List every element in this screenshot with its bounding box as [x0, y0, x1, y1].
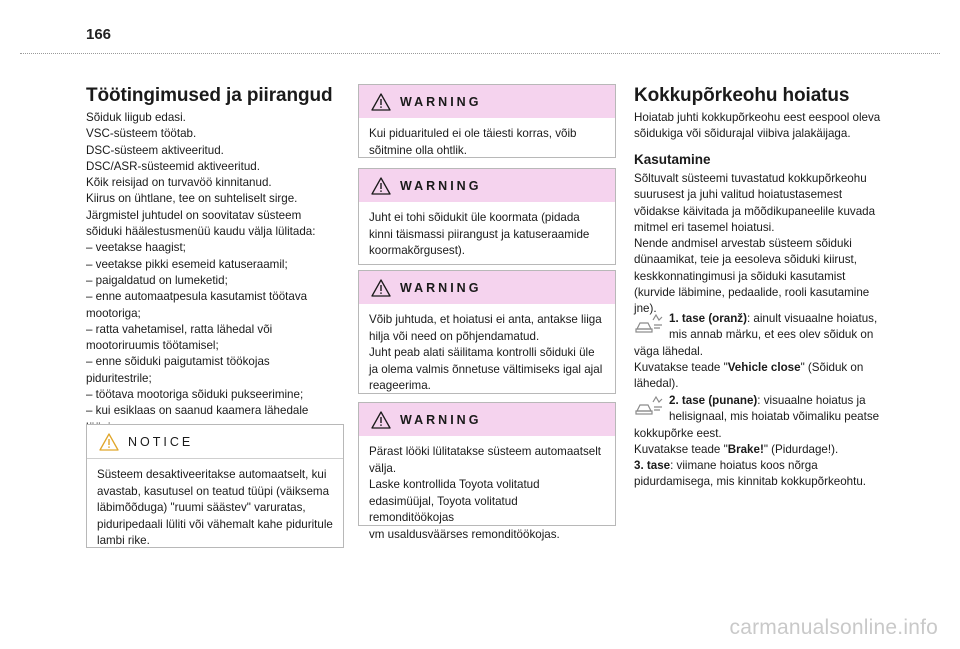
level2-msg-suffix: " (Pidurdage!). [763, 442, 839, 456]
warning-text: Juht ei tohi sõidukit üle koormata (pidada kinni täismassi piirangust ja katuseraamide koormakõrgusest). [369, 211, 590, 257]
warning-text: Võib juhtuda, et hoiatusi ei anta, antakse liiga hilja või need on põhjendamatud. Juht peab alati säilitama kontrolli sõiduki üle ja olema valmis õnnetuse vältimiseks igal ajal reageerima. [369, 313, 603, 392]
warning-box-brake-lights [358, 84, 616, 158]
warning-title: WARNING [400, 412, 482, 427]
usage-text: Sõltuvalt süsteemi tuvastatud kokkupõrkeohu suurusest ja juhi valitud hoiatustasemest võidakse käivitada ja mõõdikupaneelile kuvada mitmel eri tasemel hoiatusi. Nende andmisel arvestab süsteem sõiduki dünaamikat, teie ja eesoleva sõiduki kiirust, keskkonnatingimusi ja sõiduki kasutamist (kurvide läbimine, pedaalide, rooli kasutamine jne). [634, 172, 876, 316]
warning-text: Pärast lööki lülitatakse süsteem automaatselt välja. Laske kontrollida Toyota volitatud edasimüüjal, Toyota volitatud remonditöökojas vm usaldusväärses remonditöökojas. [369, 445, 601, 541]
level1-msg-bold: Vehicle close [727, 360, 801, 374]
level1-block [634, 311, 896, 392]
list-item: – kui esiklaas on saanud kaamera lähedale [86, 404, 309, 418]
warning-triangle-icon [99, 433, 119, 451]
list-item: – veetakse pikki esemeid katuseraamil; [86, 257, 288, 271]
warning-triangle-icon [371, 177, 391, 195]
warning-triangle-icon [371, 93, 391, 111]
warning-box-overload [358, 168, 616, 265]
text-line: DSC/ASR-süsteemid aktiveeritud. [86, 159, 260, 173]
warning-header [359, 403, 615, 436]
intro-text: Hoiatab juhti kokkupõrkeohu eest eespool oleva sõidukiga või sõidurajal viibiva jalakäijaga. [634, 111, 881, 141]
warning-header [359, 85, 615, 118]
subheading-usage: Kasutamine [634, 152, 711, 167]
warning-box-alerts [358, 270, 616, 394]
list-item-cont: piduritestrile; [86, 371, 152, 385]
level3-label: 3. tase [634, 459, 671, 472]
list-item: – paigaldatud on lumeketid; [86, 273, 228, 287]
level1-msg-suffix: " (Sõiduk on [800, 360, 864, 374]
text-line: Järgmistel juhtudel on soovitatav süsteem [86, 208, 302, 222]
level1-label: 1. tase (oranž) [669, 312, 747, 325]
level2-msg-prefix: Kuvatakse teade " [634, 442, 728, 456]
level2-block [634, 393, 896, 458]
level2-desc: : visuaalne hoiatus ja [757, 394, 866, 407]
collision-warning-icon [634, 311, 664, 335]
notice-box [86, 424, 344, 548]
level2-label: 2. tase (punane) [669, 394, 758, 407]
warning-text: Kui piduarituled ei ole täiesti korras, võib sõitmine olla ohtlik. [369, 127, 577, 157]
section-heading-operating-conditions: Töötingimused ja piirangud [86, 85, 333, 106]
warning-title: WARNING [400, 94, 482, 109]
level2-desc-line2: helisignaal, mis hoiatab võimaliku peatse [669, 410, 880, 424]
list-item: – veetakse haagist; [86, 241, 186, 255]
text-line: sõiduki häälestusmenüü kaudu välja lülitada: [86, 225, 316, 239]
level1-msg-end: lähedal). [634, 377, 679, 391]
text-line: VSC-süsteem töötab. [86, 127, 197, 141]
text-line: Kiirus on ühtlane, tee on suhteliselt sirge. [86, 192, 298, 206]
level2-msg-bold: Brake! [727, 442, 764, 456]
list-item: – enne sõiduki paigutamist töökojas [86, 355, 270, 369]
warning-box-impact [358, 402, 616, 541]
top-divider [20, 53, 940, 54]
level3-block [634, 458, 896, 491]
notice-text: Süsteem desaktiveeritakse automaatselt, kui avastab, kasutusel on teatud tüüpi (väiksema läbimõõduga) "ruumi säästev" varuratas, piduripedaali lüliti või vähemalt kahe piduritule lambi rike. [97, 468, 333, 547]
notice-title: NOTICE [128, 434, 194, 449]
list-item-cont: mootoriruumis töötamisel; [86, 339, 219, 353]
level1-desc-line3: väga lähedal. [634, 344, 703, 358]
conditions-text [86, 110, 348, 436]
collision-warning-icon [634, 393, 664, 417]
text-line: Sõiduk liigub edasi. [86, 111, 186, 124]
level1-msg-prefix: Kuvatakse teade " [634, 360, 728, 374]
page-number: 166 [86, 26, 112, 43]
text-line: DSC-süsteem aktiveeritud. [86, 143, 224, 157]
warning-header [359, 271, 615, 304]
list-item: – ratta vahetamisel, ratta lähedal või [86, 322, 273, 336]
warning-triangle-icon [371, 411, 391, 429]
level1-desc-line2: mis annab märku, et ees olev sõiduk on [669, 328, 874, 342]
list-item: – enne automaatpesula kasutamist töötava [86, 290, 308, 304]
warning-header [359, 169, 615, 202]
list-item-cont: mootoriga; [86, 306, 141, 320]
level3-desc: : viimane hoiatus koos nõrga [670, 459, 818, 472]
warning-triangle-icon [371, 279, 391, 297]
text-line: Kõik reisijad on turvavöö kinnitanud. [86, 176, 272, 190]
section-heading-collision-warning: Kokkupõrkeohu hoiatus [634, 85, 850, 106]
watermark: carmanualsonline.info [729, 616, 938, 639]
level3-desc-line2: pidurdamisega, mis kinnitab kokkupõrkeohtu. [634, 475, 866, 489]
notice-header [87, 425, 343, 459]
level1-desc: : ainult visuaalne hoiatus, [746, 312, 878, 325]
list-item: – töötava mootoriga sõiduki pukseerimine; [86, 388, 304, 402]
level2-desc-line3: kokkupõrke eest. [634, 426, 722, 440]
warning-title: WARNING [400, 280, 482, 295]
warning-title: WARNING [400, 178, 482, 193]
